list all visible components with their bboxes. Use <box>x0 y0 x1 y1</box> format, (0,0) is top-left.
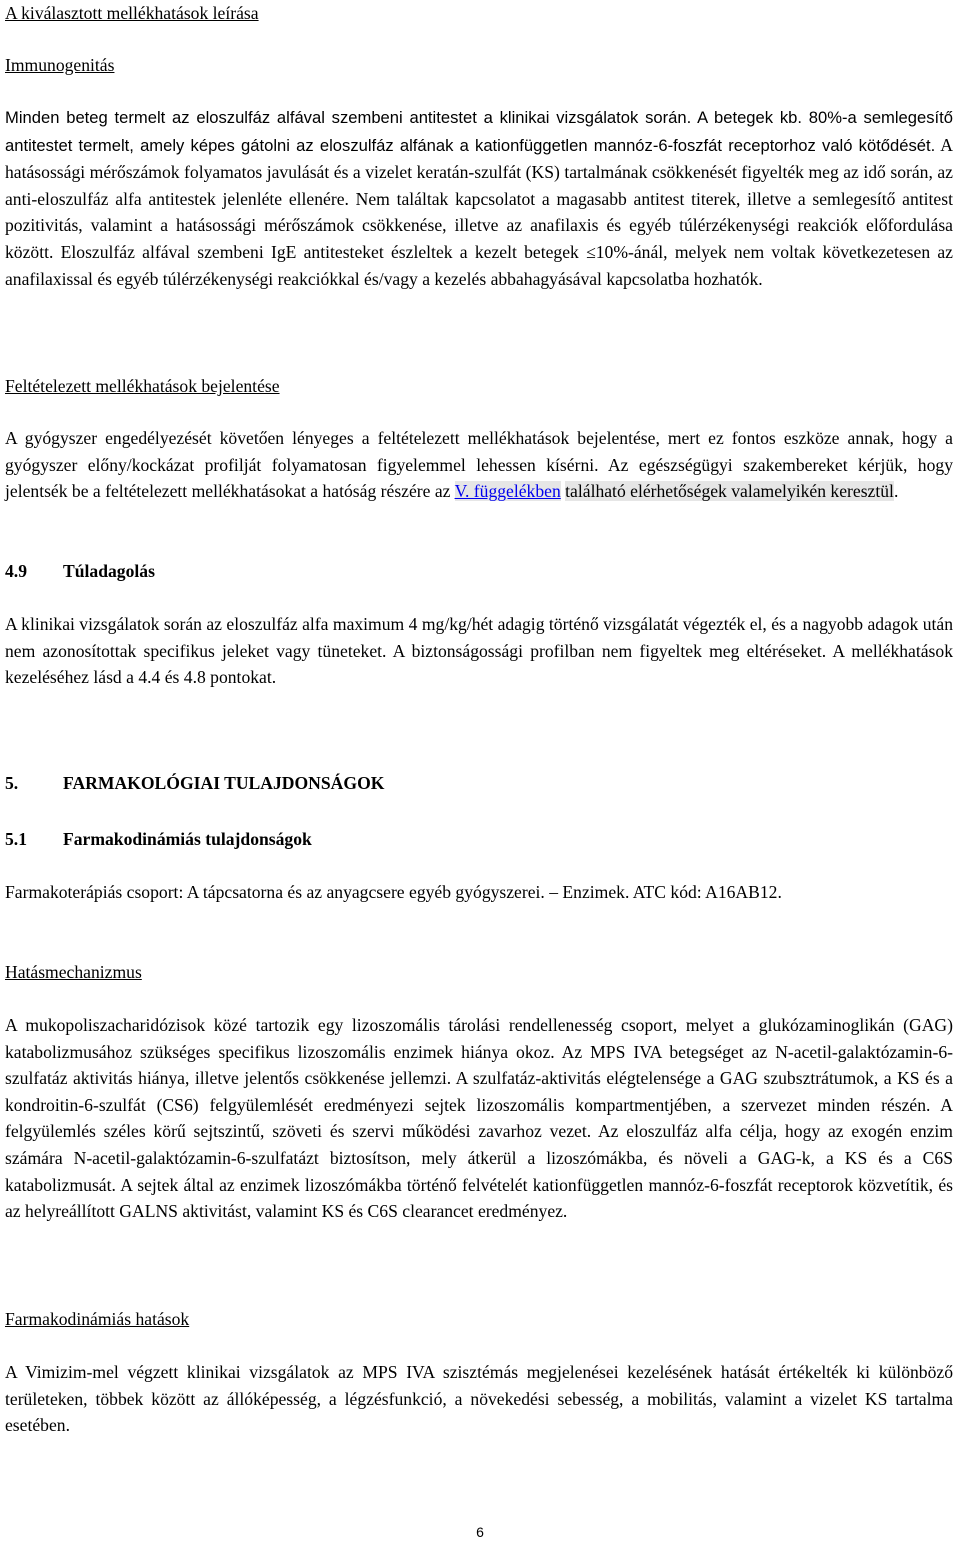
reporting-end: . <box>893 481 899 502</box>
pharmacology-title: FARMAKOLÓGIAI TULAJDONSÁGOK <box>63 773 385 793</box>
page-number: 6 <box>476 1524 484 1540</box>
immunogenicity-text-1: Minden beteg termelt az eloszulfáz alfával szembeni antitestet a klinikai vizsgálatok során. A betegek kb. 80%-a semlegesítő antitestet termelt, amely képes gátolni az eloszulfáz alfának a kationfüggetlen mannóz-6-foszfát receptorhoz való kötődését. <box>5 108 953 155</box>
reporting-paragraph <box>5 425 953 505</box>
group-text: A tápcsatorna és az anyagcsere egyéb gyógyszerei. – Enzimek. ATC kód: A16AB12. <box>186 882 782 902</box>
group-label: Farmakoterápiás csoport: <box>5 882 184 902</box>
pharmacology-heading <box>5 770 384 797</box>
immunogenicity-text-3: Nem találtak kapcsolatot a magasabb antitest titerek, illetve a semlegesítő antitest pozitivitás, valamint a hatásossági mérőszámok csökkenése, illetve az anafilaxis és egyéb túlérzékenységi reakciók előfordulása között. Eloszulfáz alfával szembeni IgE antitesteket észleltek a kezelt betegek ≤10%-ánál, melyek nem voltak következetesen az anafilaxissal és egyéb túlérzékenységi reakciókkal és/vagy a kezelés abbahagyásával kapcsolatba hozhatók. <box>5 188 953 289</box>
appendix-v-link[interactable]: V. függelékben <box>454 481 561 502</box>
overdose-heading <box>5 558 155 585</box>
effects-heading: Farmakodinámiás hatások <box>5 1309 190 1329</box>
immunogenicity-text-2: A hatásossági mérőszámok folyamatos javulását és a vizelet keratán-szulfát (KS) tartalmának csökkenését figyelték meg az idő során, az anti-eloszulfáz alfa antitestek jelenléte ellenére. <box>5 134 953 209</box>
pharmacodynamics-title: Farmakodinámiás tulajdonságok <box>63 829 312 849</box>
pharmacodynamics-number: 5.1 <box>5 829 27 849</box>
overdose-number: 4.9 <box>5 561 27 581</box>
effects-paragraph: A Vimizim-mel végzett klinikai vizsgálatok az MPS IVA szisztémás megjelenései kezelésének hatását értékelték ki különböző területeken, többek között az állóképesség, a légzésfunkció, a növekedési sebesség, a mobilitás, valamint a vizelet KS tartalma esetében. <box>5 1362 953 1436</box>
reporting-text: A gyógyszer engedélyezését követően lényeges a feltételezett mellékhatások bejelentése, mert ez fontos eszköze annak, hogy a gyógyszer előny/kockázat profilját folyamatosan figyelemmel lehessen kísérni. Az egészségügyi szakembereket kérjük, hogy jelentsék be a feltételezett mellékhatásokat a hatóság részére az <box>5 428 953 502</box>
pharmacodynamics-heading <box>5 826 312 853</box>
overdose-title: Túladagolás <box>63 561 155 581</box>
reporting-heading: Feltételezett mellékhatások bejelentése <box>5 376 280 396</box>
reporting-tail: található elérhetőségek valamelyikén keresztül <box>565 481 894 502</box>
pharmacology-number: 5. <box>5 773 19 793</box>
section-title: A kiválasztott mellékhatások leírása <box>5 3 259 23</box>
overdose-paragraph: A klinikai vizsgálatok során az eloszulfáz alfa maximum 4 mg/kg/hét adagig történő vizsgálatát végezték el, és a nagyobb adagok után nem azonosítottak specifikus jeleket vagy tüneteket. A biztonságossági profilban nem figyeltek meg eltéréseket. A mellékhatások kezeléséhez lásd a 4.4 és 4.8 pontokat. <box>5 614 953 688</box>
pharmacotherapeutic-group <box>5 879 935 906</box>
mechanism-heading: Hatásmechanizmus <box>5 962 142 982</box>
immunogenicity-paragraph <box>5 104 953 292</box>
immunogenicity-heading: Immunogenitás <box>5 55 115 75</box>
mechanism-paragraph: A mukopoliszacharidózisok közé tartozik egy lizoszomális tárolási rendellenesség csoport, melyet a glukózaminoglikán (GAG) katabolizmusához szükséges specifikus lizoszomális enzimek hiánya okoz. Az MPS IVA betegséget az N-acetil-galaktózamin-6-szulfatáz aktivitás hiánya, illetve jelentős csökkenése jellemzi. A szulfatáz-aktivitás elégtelensége a GAG szubsztrátumok, a KS és a kondroitin-6-szulfát (CS6) felgyülemlését eredményezi sejtek lizoszomális kompartmentjében, a szervezet minden részén. A felgyülemlés széles körű sejtszintű, szöveti és szervi működési zavarhoz vezet. Az eloszulfáz alfa célja, hogy az exogén enzim számára N-acetil-galaktózamin-6-szulfatázt biztosítson, mely átkerül a lizoszómákba, és növeli a GAG-k, a KS és a C6S katabolizmusát. A sejtek által az enzimek lizoszómákba történő felvételét kationfüggetlen mannóz-6-foszfát receptorok közvetítik, és az helyreállított GALNS aktivitást, valamint KS és C6S clearancet eredményez. <box>5 1015 953 1222</box>
